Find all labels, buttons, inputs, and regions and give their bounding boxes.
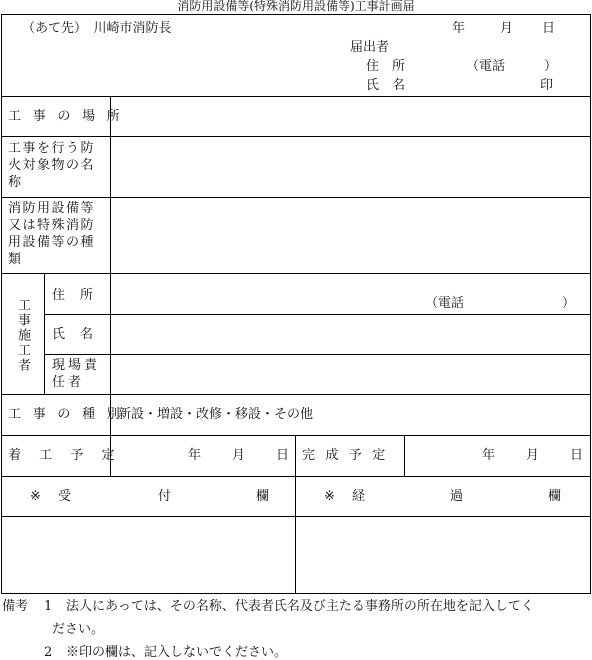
note-1-line-1: 法人にあっては、その名称、代表者氏名及び主たる事務所の所在地を記入してく	[66, 599, 534, 614]
row-divider	[1, 197, 591, 198]
row-divider	[1, 96, 591, 97]
completion-schedule-label: 完成予定	[302, 448, 396, 463]
target-building-label: 工事を行う防火対象物の名称	[8, 141, 96, 190]
progress-mark: ※	[324, 489, 335, 504]
column-divider	[404, 435, 405, 476]
receipt-heading-char: 欄	[256, 489, 270, 504]
row-divider	[1, 476, 591, 477]
contractor-address-label: 住 所	[52, 288, 95, 303]
completion-day: 日	[570, 448, 584, 463]
column-divider	[295, 435, 296, 594]
construction-type-label: 工事の種別	[8, 407, 132, 422]
form-table	[1, 14, 591, 594]
note-1-number: 1	[44, 599, 53, 614]
submitter-phone: （電話 ）	[466, 59, 558, 74]
note-2-text: ※印の欄は、記入しないでください。	[66, 645, 288, 660]
submitter-name-label: 氏 名	[366, 78, 406, 93]
equipment-type-label: 消防用設備等又は特殊消防用設備等の種類	[8, 201, 96, 267]
seal-mark: 印	[540, 78, 554, 93]
start-month: 月	[232, 448, 246, 463]
row-divider	[1, 394, 591, 395]
start-schedule-label: 着工予定	[8, 448, 133, 463]
start-day: 日	[276, 448, 290, 463]
date-month: 月	[500, 21, 514, 36]
note-1-line-2: ださい。	[52, 622, 105, 637]
submitter-label: 届出者	[350, 40, 390, 55]
progress-heading-char: 欄	[548, 489, 562, 504]
construction-site-label: 工事の場所	[8, 109, 132, 124]
completion-year: 年	[482, 448, 496, 463]
receipt-heading-char: 付	[158, 489, 172, 504]
receipt-heading-char: 受	[58, 489, 72, 504]
row-divider	[1, 435, 591, 436]
contractor-name-label: 氏 名	[52, 327, 95, 342]
contractor-label: 工事施工者	[15, 298, 30, 373]
date-year: 年	[452, 21, 466, 36]
contractor-phone-close: ）	[562, 296, 576, 311]
submitter-address-label: 住 所	[366, 59, 406, 74]
addressee: （あて先） 川崎市消防長	[22, 21, 172, 36]
receipt-mark: ※	[30, 489, 41, 504]
construction-type-options: 新設・増設・改修・移設・その他	[118, 407, 314, 422]
progress-heading-char: 経	[352, 489, 366, 504]
row-divider	[44, 314, 591, 315]
notes-heading: 備考	[2, 599, 29, 614]
contractor-phone: （電話	[425, 296, 465, 311]
progress-heading-char: 過	[450, 489, 464, 504]
site-manager-label: 現場責任者	[52, 358, 101, 390]
row-divider	[44, 354, 591, 355]
row-divider	[1, 136, 591, 137]
row-divider	[1, 516, 591, 517]
start-year: 年	[188, 448, 202, 463]
form-title: 消防用設備等(特殊消防用設備等)工事計画届	[177, 0, 415, 13]
completion-month: 月	[526, 448, 540, 463]
column-divider	[44, 273, 45, 394]
row-divider	[1, 273, 591, 274]
date-day: 日	[542, 21, 556, 36]
note-2-number: 2	[44, 645, 53, 660]
